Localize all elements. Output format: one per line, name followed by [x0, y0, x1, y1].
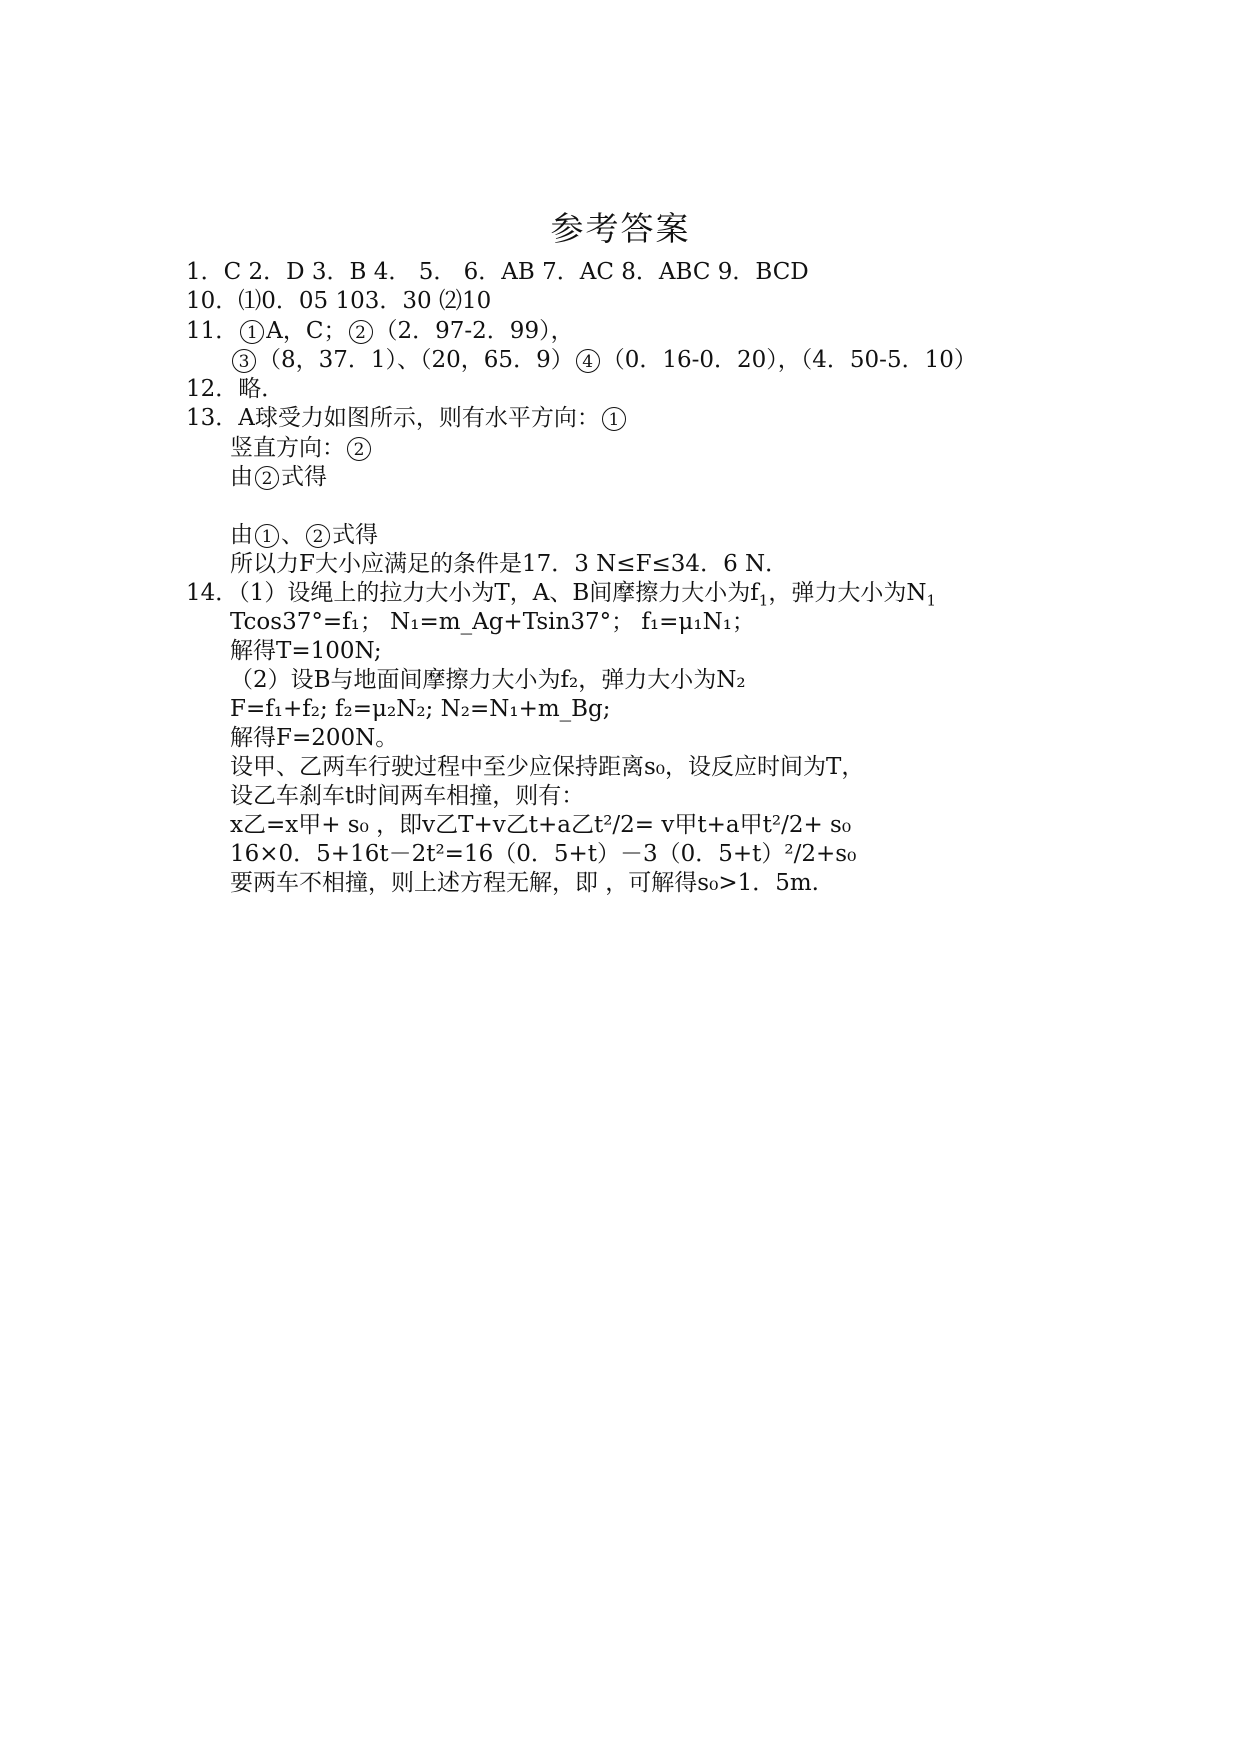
circled-number-2: 2 [349, 320, 373, 344]
q13-from: 由 [230, 464, 253, 490]
q13-from: 由 [230, 522, 253, 548]
q13-eq: 式得 [281, 464, 327, 490]
circled-number-3: 3 [232, 349, 256, 373]
answer-line-14h: 设乙车刹车t时间两车相撞，则有： [230, 783, 585, 809]
circled-number-2: 2 [347, 437, 371, 461]
answer-line-10: 10．⑴0．05 103．30 ⑵10 [186, 288, 492, 314]
q14-sub: 1 [758, 591, 769, 610]
answer-line-11 [186, 316, 574, 346]
answer-line-14g: 设甲、乙两车行驶过程中至少应保持距离s₀，设反应时间为T， [230, 754, 865, 780]
q13-eq: 式得 [332, 522, 378, 548]
circled-number-2: 2 [306, 524, 330, 548]
answer-line-14f: 解得F=200N。 [230, 725, 399, 751]
answer-line-12: 12．略． [186, 376, 285, 402]
answer-line-14i: x乙=x甲+ s₀ ，即v乙T+v乙t+a乙t²/2= v甲t+a甲t²/2+ s₀ [230, 812, 852, 838]
circled-number-2: 2 [255, 466, 279, 490]
answer-line-14d: （2）设B与地面间摩擦力大小为f₂，弹力大小为N₂ [230, 667, 746, 693]
circled-number-1: 1 [240, 320, 264, 344]
q13-text: 13．A球受力如图所示，则有水平方向： [186, 405, 600, 431]
q14-text2: ，弹力大小为N [768, 580, 927, 606]
q14-sub2: 1 [926, 591, 936, 610]
page-title: 参考答案 [550, 209, 691, 248]
answer-line-13 [186, 403, 628, 433]
q11-part1: A，C； [266, 318, 347, 344]
q14-text: 14．（1）设绳上的拉力大小为T，A、B间摩擦力大小为f [186, 580, 759, 606]
answer-line-11b [230, 345, 977, 375]
q13-sep: 、 [281, 522, 304, 548]
answer-line-14e: F=f₁+f₂; f₂=μ₂N₂; N₂=N₁+m_Bg; [230, 696, 611, 722]
answer-line-14b: Tcos37°=f₁； N₁=m_Ag+Tsin37°； f₁=μ₁N₁； [230, 609, 755, 635]
q11-part4: （0．16-0．20），（4．50-5．10） [601, 347, 977, 373]
circled-number-1: 1 [602, 407, 626, 431]
q11-part2: （2．97-2．99）， [374, 318, 574, 344]
circled-number-4: 4 [576, 349, 600, 373]
answer-line-14k: 要两车不相撞，则上述方程无解，即 ，可解得s₀>1．5m. [230, 870, 819, 896]
answer-line-14 [186, 578, 936, 608]
answer-line-13b [230, 433, 373, 463]
q13-vertical: 竖直方向： [230, 435, 345, 461]
q11-prefix: 11． [186, 318, 239, 344]
answer-line-13c [230, 462, 327, 492]
answer-line-13e: 所以力F大小应满足的条件是17．3 N≤F≤34．6 N． [230, 551, 789, 577]
circled-number-1: 1 [255, 524, 279, 548]
answer-line-14c: 解得T=100N; [230, 638, 382, 664]
answer-line-13d [230, 520, 378, 550]
q11-part3: （8，37．1）、（20，65．9） [258, 347, 574, 373]
answer-line-1-9: 1．C 2．D 3．B 4． 5． 6．AB 7．AC 8．ABC 9．BCD [186, 259, 809, 285]
answer-line-14j: 16×0．5+16t－2t²=16（0．5+t）－3（0．5+t）²/2+s₀ [230, 841, 857, 867]
